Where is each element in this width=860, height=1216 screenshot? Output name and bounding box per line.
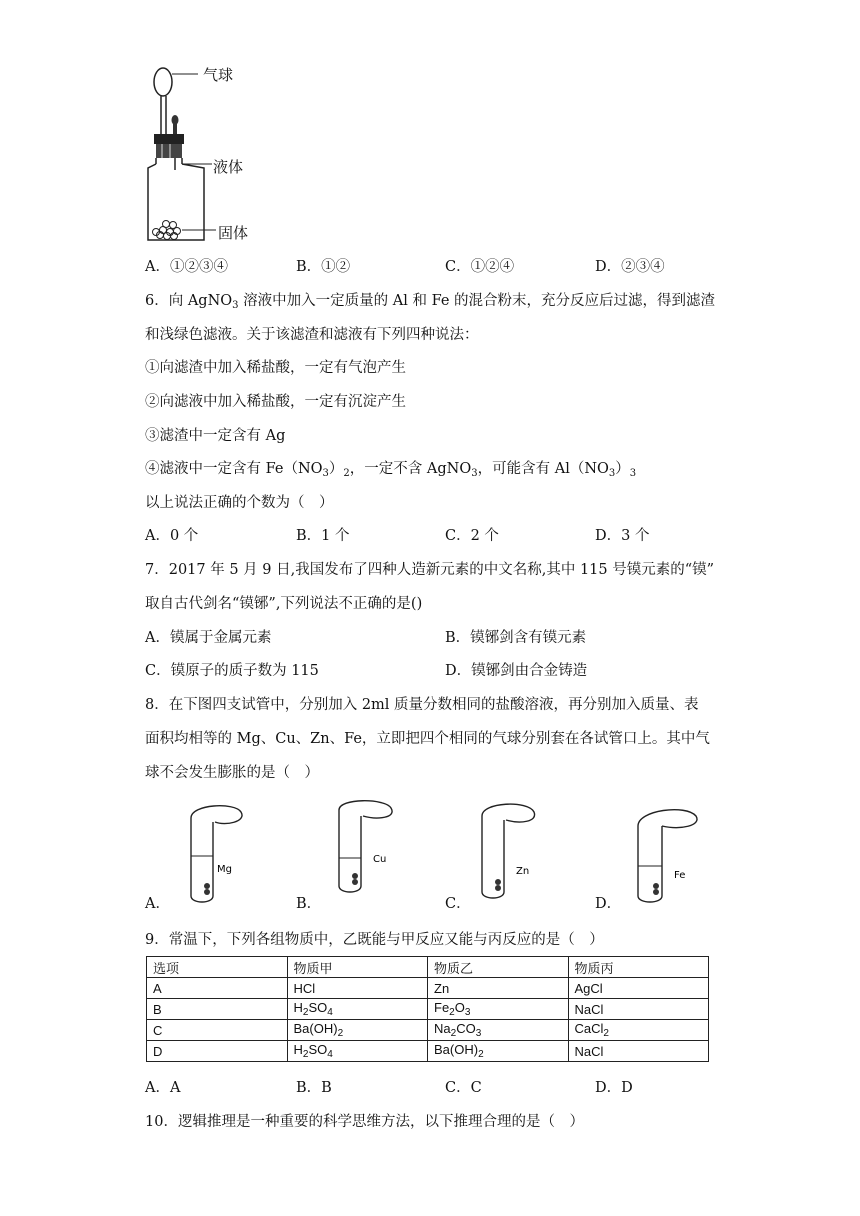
cell: Zn — [428, 978, 569, 999]
q8-option-b: B． — [296, 896, 322, 912]
cell: NaCl — [568, 1041, 709, 1062]
q7-option-d: D．镆铘剑由合金铸造 — [445, 663, 588, 679]
table-row — [147, 999, 709, 1020]
q8-option-c: C． — [445, 896, 471, 912]
cell: CaCl$_2$ — [568, 1020, 709, 1041]
q6-statement-1: ①向滤渣中加入稀盐酸，一定有气泡产生 — [145, 360, 406, 376]
q5-option-c: C．①②④ — [445, 259, 515, 275]
q6-statement-3: ③滤渣中一定含有 Ag — [145, 428, 286, 444]
q5-option-d: D．②③④ — [595, 259, 665, 275]
q6-stem-line1: 6．向 AgNO$_3$ 溶液中加入一定质量的 Al 和 Fe 的混合粉末，充分反应后过滤，得到滤渣 — [145, 293, 716, 311]
q9-option-d: D．D — [595, 1080, 633, 1096]
q9-option-b: B．B — [296, 1080, 332, 1096]
svg-text:Cu: Cu — [373, 854, 387, 865]
q8-option-d: D． — [595, 896, 622, 912]
label-balloon: 气球 — [203, 66, 234, 84]
q7-option-c: C．镆原子的质子数为 115 — [145, 663, 319, 679]
table-row — [147, 1020, 709, 1041]
cell: D — [147, 1041, 288, 1062]
svg-text:Mg: Mg — [217, 864, 232, 875]
table-header-row — [147, 957, 709, 978]
q5-option-b: B．①② — [296, 259, 351, 275]
cell: $Ba(OH)_2$ — [428, 1041, 569, 1062]
q6-option-b: B．1 个 — [296, 528, 350, 544]
label-liquid: 液体 — [213, 158, 244, 176]
cell: $H_2SO_4$ — [287, 999, 428, 1020]
q7-option-b: B．镆铘剑含有镆元素 — [445, 630, 587, 646]
flask-balloon-figure — [140, 60, 270, 245]
q7-stem-line2: 取自古代剑名“镆铘”,下列说法不正确的是() — [145, 596, 423, 612]
test-tube-zn — [476, 800, 556, 902]
q7-option-a: A．镆属于金属元素 — [145, 630, 272, 646]
table-row — [147, 1041, 709, 1062]
cell: $Na_2CO_3$ — [428, 1020, 569, 1041]
q9-table — [146, 956, 709, 1062]
q5-option-a: A．①②③④ — [145, 259, 228, 275]
q9-option-c: C．C — [445, 1080, 482, 1096]
q6-statement-2: ②向滤液中加入稀盐酸，一定有沉淀产生 — [145, 394, 406, 410]
q10-stem: 10．逻辑推理是一种重要的科学思维方法，以下推理合理的是（ ） — [145, 1114, 584, 1130]
q9-option-a: A．A — [145, 1080, 181, 1096]
cell: $H_2SO_4$ — [287, 1041, 428, 1062]
cell: A — [147, 978, 288, 999]
svg-text:Fe: Fe — [674, 870, 686, 881]
svg-text:Zn: Zn — [516, 866, 530, 877]
test-tube-mg — [185, 800, 265, 904]
header-substance-c: 物质丙 — [568, 957, 709, 978]
header-substance-a: 物质甲 — [287, 957, 428, 978]
header-substance-b: 物质乙 — [428, 957, 569, 978]
test-tube-fe — [630, 800, 720, 904]
q6-stem-line2: 和浅绿色滤液。关于该滤渣和滤液有下列四种说法： — [145, 327, 479, 343]
q6-option-a: A．0 个 — [145, 528, 199, 544]
q8-stem-line2: 面积均相等的 Mg、Cu、Zn、Fe，立即把四个相同的气球分别套在各试管口上。其中气 — [145, 731, 710, 747]
cell: AgCl — [568, 978, 709, 999]
q7-stem-line1: 7．2017 年 5 月 9 日,我国发布了四种人造新元素的中文名称,其中 115 号镆元素的“镆” — [145, 562, 715, 578]
cell: C — [147, 1020, 288, 1041]
cell: NaCl — [568, 999, 709, 1020]
table-row — [147, 978, 709, 999]
q9-stem: 9．常温下，下列各组物质中，乙既能与甲反应又能与丙反应的是（ ） — [145, 932, 604, 948]
cell: $Fe_2O_3$ — [428, 999, 569, 1020]
header-option: 选项 — [147, 957, 288, 978]
test-tube-cu — [333, 800, 413, 896]
q6-ask: 以上说法正确的个数为（ ） — [145, 495, 334, 511]
q6-option-d: D．3 个 — [595, 528, 650, 544]
q6-statement-4: ④滤液中一定含有 $Fe(NO_3)_2$，一定不含 AgNO$_3$，可能含有 $Al(NO_3)_3$ — [145, 461, 637, 479]
q6-option-c: C．2 个 — [445, 528, 499, 544]
q8-option-a: A． — [145, 896, 170, 912]
cell: $Ba(OH)_2$ — [287, 1020, 428, 1041]
cell: B — [147, 999, 288, 1020]
q8-stem-line1: 8．在下图四支试管中，分别加入 2ml 质量分数相同的盐酸溶液，再分别加入质量、表 — [145, 697, 699, 713]
q8-stem-line3: 球不会发生膨胀的是（ ） — [145, 765, 319, 781]
label-solid: 固体 — [218, 224, 249, 242]
cell: HCl — [287, 978, 428, 999]
